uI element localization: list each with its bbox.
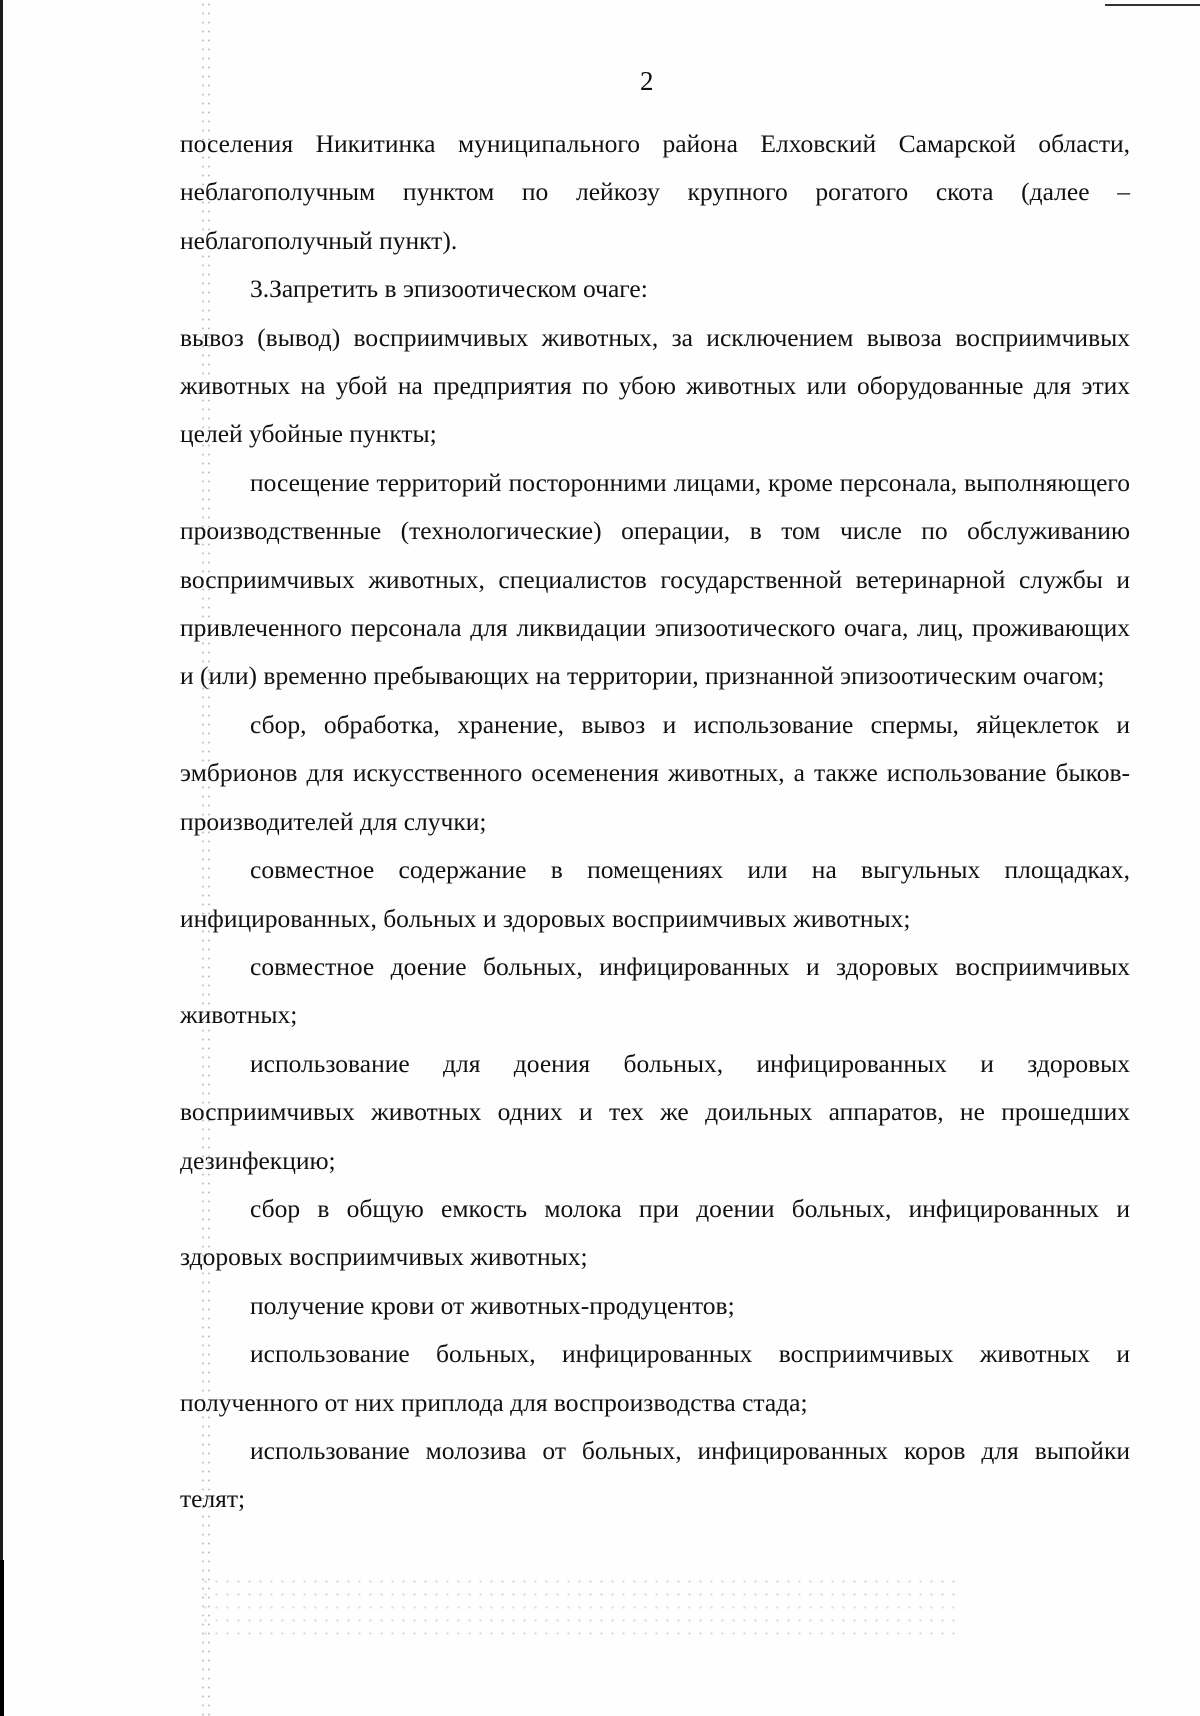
paragraph: использование для доения больных, инфицированных и здоровых восприимчивых животных одних и тех же доильных аппаратов, не прошедших дезинфекцию; bbox=[180, 1048, 1130, 1175]
document-body bbox=[180, 120, 1130, 1524]
paragraph: совместное содержание в помещениях или на выгульных площадках, инфицированных, больных и здоровых восприимчивых животных; bbox=[180, 855, 1130, 933]
paragraph: использование больных, инфицированных восприимчивых животных и полученного от них приплода для воспроизводства стада; bbox=[180, 1339, 1130, 1417]
paragraph: 3.Запретить в эпизоотическом очаге: bbox=[250, 274, 648, 304]
paragraph: сбор в общую емкость молока при доении больных, инфицированных и здоровых восприимчивых животных; bbox=[180, 1193, 1130, 1272]
paragraph: посещение территорий посторонними лицами, кроме персонала, выполняющего производственные (технологические) операции, в том числе по обслуживанию восприимчивых животных, специалистов государственной ветеринарной службы и привлеченного персонала для ликвидации эпизоотического очага, лиц, проживающих и (или) временно пребывающих на территории, признанной эпизоотическим очагом; bbox=[180, 467, 1130, 691]
paragraph: сбор, обработка, хранение, вывоз и использование спермы, яйцеклеток и эмбрионов для искусственного осеменения животных, а также использование быков-производителей для случки; bbox=[180, 709, 1130, 836]
scan-left-edge-dark bbox=[0, 1560, 4, 1716]
page-number: 2 bbox=[640, 66, 654, 96]
scan-top-rule bbox=[1105, 4, 1200, 6]
paragraph: совместное доение больных, инфицированных и здоровых восприимчивых животных; bbox=[180, 951, 1130, 1030]
scan-bottom-noise bbox=[200, 1575, 960, 1645]
paragraph: получение крови от животных-продуцентов; bbox=[250, 1290, 735, 1320]
paragraph: поселения Никитинка муниципального района Елховский Самарской области, неблагополучным пунктом по лейкозу крупного рогатого скота (далее – неблагополучный пункт). bbox=[180, 129, 1130, 255]
paragraph: вывоз (вывод) восприимчивых животных, за исключением вывоза восприимчивых животных на убой на предприятия по убою животных или оборудованные для этих целей убойные пункты; bbox=[180, 322, 1130, 449]
paragraph: использование молозива от больных, инфицированных коров для выпойки телят; bbox=[180, 1435, 1130, 1514]
scan-left-edge bbox=[0, 0, 3, 1716]
